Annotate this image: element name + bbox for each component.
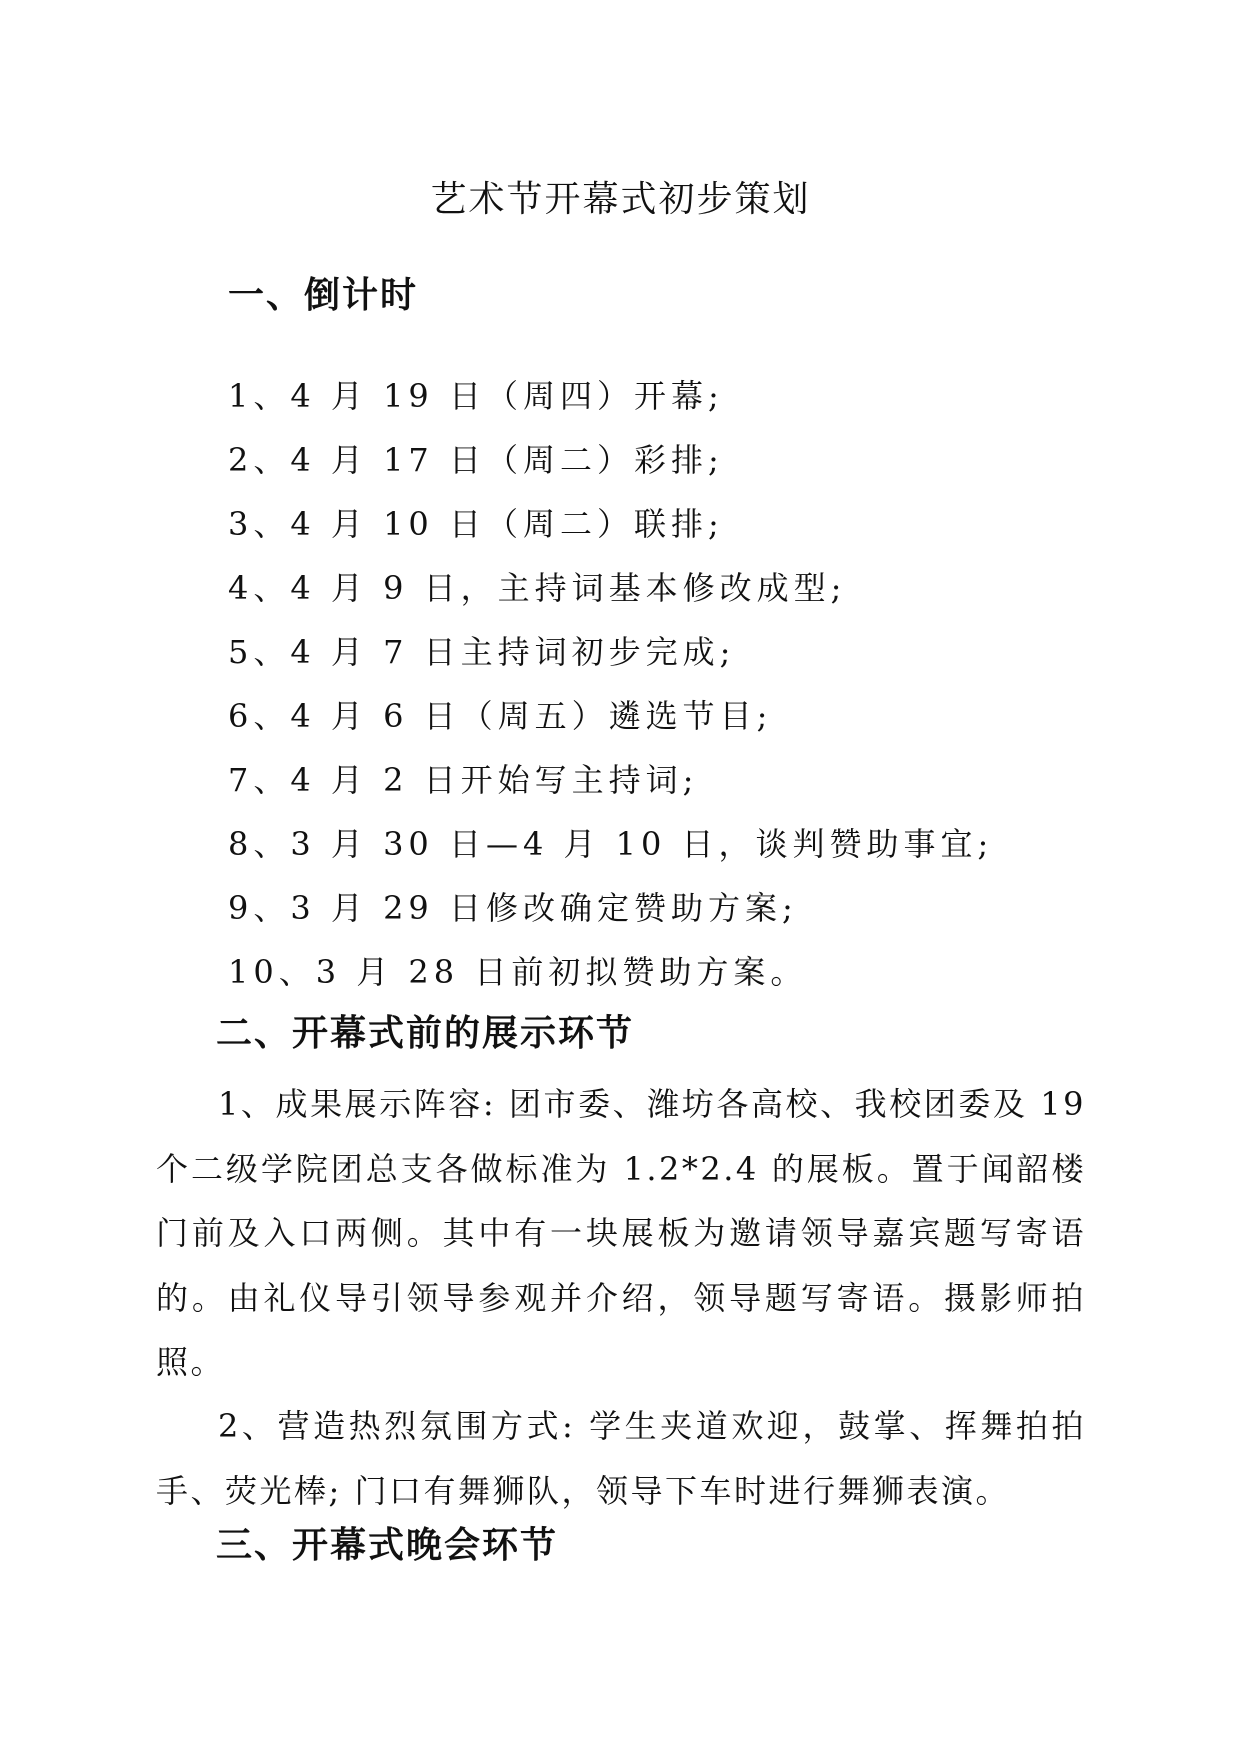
list-item: 8、3 月 30 日—4 月 10 日，谈判赞助事宜; [228, 825, 994, 863]
list-item: 7、4 月 2 日开始写主持词; [228, 761, 699, 799]
list-item: 3、4 月 10 日（周二）联排; [228, 505, 724, 543]
list-item: 6、4 月 6 日（周五）遴选节目; [228, 697, 773, 735]
document-title: 艺术节开幕式初步策划 [430, 179, 811, 220]
section-heading-gala: 三、开幕式晚会环节 [216, 1525, 559, 1566]
list-item: 9、3 月 29 日修改确定赞助方案; [228, 889, 798, 927]
list-item: 4、4 月 9 日，主持词基本修改成型; [228, 569, 847, 607]
section-heading-countdown: 一、倒计时 [228, 275, 419, 316]
list-item: 1、4 月 19 日（周四）开幕; [228, 377, 724, 415]
paragraph-atmosphere: 2、营造热烈氛围方式: 学生夹道欢迎，鼓掌、挥舞拍拍手、荧光棒; 门口有舞狮队，领导下车时进行舞狮表演。 [156, 1407, 1086, 1510]
countdown-list [228, 372, 993, 1012]
section-heading-display: 二、开幕式前的展示环节 [216, 1013, 635, 1054]
paragraph-display-lineup: 1、成果展示阵容: 团市委、潍坊各高校、我校团委及 19 个二级学院团总支各做标准为 1.2*2.4 的展板。置于闻韶楼门前及入口两侧。其中有一块展板为邀请领导嘉宾题写寄语的。由礼仪导引领导参观并介绍，领导题写寄语。摄影师拍照。 [156, 1085, 1086, 1381]
list-item: 2、4 月 17 日（周二）彩排; [228, 441, 724, 479]
list-item: 10、3 月 28 日前初拟赞助方案。 [228, 953, 808, 991]
list-item: 5、4 月 7 日主持词初步完成; [228, 633, 736, 671]
